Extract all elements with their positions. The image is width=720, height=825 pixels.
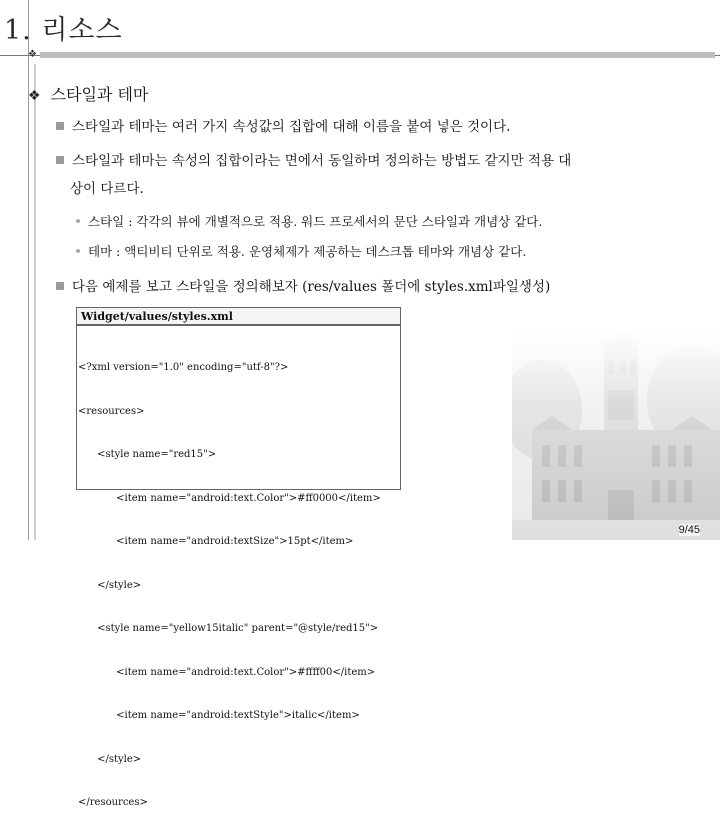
bullet-item-3-text: 다음 예제를 보고 스타일을 정의해보자 (res/values 폴더에 styles.xml파일생성) xyxy=(72,279,551,295)
bullet-item-2-text: 스타일과 테마는 속성의 집합이라는 면에서 동일하며 정의하는 방법도 같지만 적용 대 xyxy=(72,153,572,169)
square-bullet-icon xyxy=(56,122,64,130)
code-listing xyxy=(78,332,381,825)
code-line: <style name="red15"> xyxy=(78,449,217,460)
bullet-item-3 xyxy=(56,274,696,300)
title-bar xyxy=(40,52,715,58)
sub-bullet-style-text: 스타일 : 각각의 뷰에 개별적으로 적용. 워드 프로세서의 문단 스타일과 개념상 같다. xyxy=(88,214,543,229)
code-line: <item name="android:textStyle">italic</item> xyxy=(78,710,360,721)
bullet-item-1-text: 스타일과 테마는 여러 가지 속성값의 집합에 대해 이름을 붙여 넣은 것이다. xyxy=(72,119,511,135)
diamond-bullet-icon: ❖ xyxy=(28,49,37,60)
page-number: 9/45 xyxy=(678,524,700,536)
code-line: </style> xyxy=(78,753,142,765)
code-line: <?xml version="1.0" encoding="utf-8"?> xyxy=(78,362,289,373)
left-margin-bar xyxy=(34,64,36,540)
dot-bullet-icon xyxy=(76,219,80,223)
level1-text: 스타일과 테마 xyxy=(50,85,149,104)
square-bullet-icon xyxy=(56,282,64,290)
square-bullet-icon xyxy=(56,156,64,164)
code-file-title: Widget/values/styles.xml xyxy=(76,307,401,325)
level1-heading xyxy=(28,82,148,105)
slide-title: 1. 리소스 xyxy=(4,15,123,46)
code-line: <item name="android:textSize">15pt</item> xyxy=(78,536,354,547)
dot-bullet-icon xyxy=(76,249,80,253)
diamond-bullet-icon: ❖ xyxy=(28,88,41,104)
sub-bullet-theme xyxy=(76,242,696,262)
bullet-item-2-text-cont: 상이 다르다. xyxy=(70,181,144,197)
sub-bullet-style xyxy=(76,212,696,232)
bullet-item-2-continuation xyxy=(56,176,696,202)
left-margin-rule xyxy=(28,0,29,540)
building-watermark-image xyxy=(512,330,720,540)
sub-bullet-theme-text: 테마 : 액티비티 단위로 적용. 운영체제가 제공하는 데스크톱 테마와 개념상 같다. xyxy=(88,244,527,259)
code-line: </style> xyxy=(78,579,142,591)
code-line: <style name="yellow15italic" parent="@style/red15"> xyxy=(78,623,379,634)
bullet-item-2 xyxy=(56,148,696,174)
code-line: </resources> xyxy=(78,797,148,808)
code-line: <item name="android:text.Color">#ffff00</item> xyxy=(78,666,376,678)
code-line: <resources> xyxy=(78,405,145,417)
bullet-item-1 xyxy=(56,114,696,140)
code-line: <item name="android:text.Color">#ff0000</item> xyxy=(78,492,381,504)
